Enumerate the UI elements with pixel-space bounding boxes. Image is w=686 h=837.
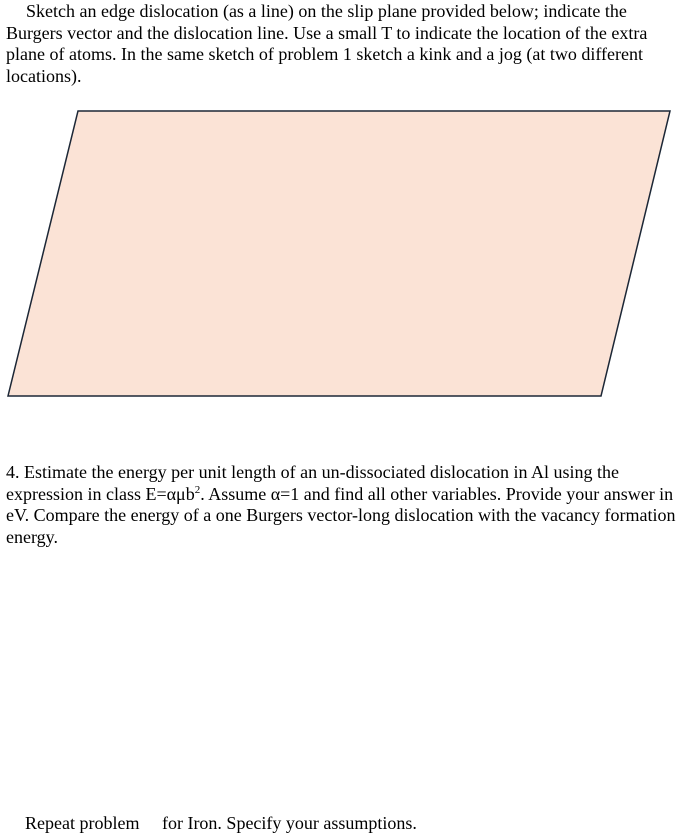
intro-instructions: Sketch an edge dislocation (as a line) on the slip plane provided below; indicate the Burgers vector and the dislocation line. Use a small T to indicate the location of the extra plane of atoms. In the same sketch of problem 1 sketch a kink and a jog (at two different locations). bbox=[6, 1, 648, 86]
repeat-problem-text bbox=[25, 813, 665, 835]
slip-plane-parallelogram[interactable] bbox=[8, 111, 670, 396]
problem-4-text-after: . Assume α=1 and find all other variables. Provide your answer in eV. Compare the energy of a one Burgers vector-long dislocation with the vacancy formation energy. bbox=[6, 483, 676, 547]
repeat-problem-span: Repeat problem for Iron. Specify your assumptions. bbox=[25, 813, 417, 833]
superscript-exponent: 2 bbox=[194, 483, 201, 496]
problem-4-text-before: 4. Estimate the energy per unit length of an un-dissociated dislocation in Al using the expression in class E=αμb bbox=[6, 462, 620, 504]
problem-4-text bbox=[6, 462, 676, 548]
